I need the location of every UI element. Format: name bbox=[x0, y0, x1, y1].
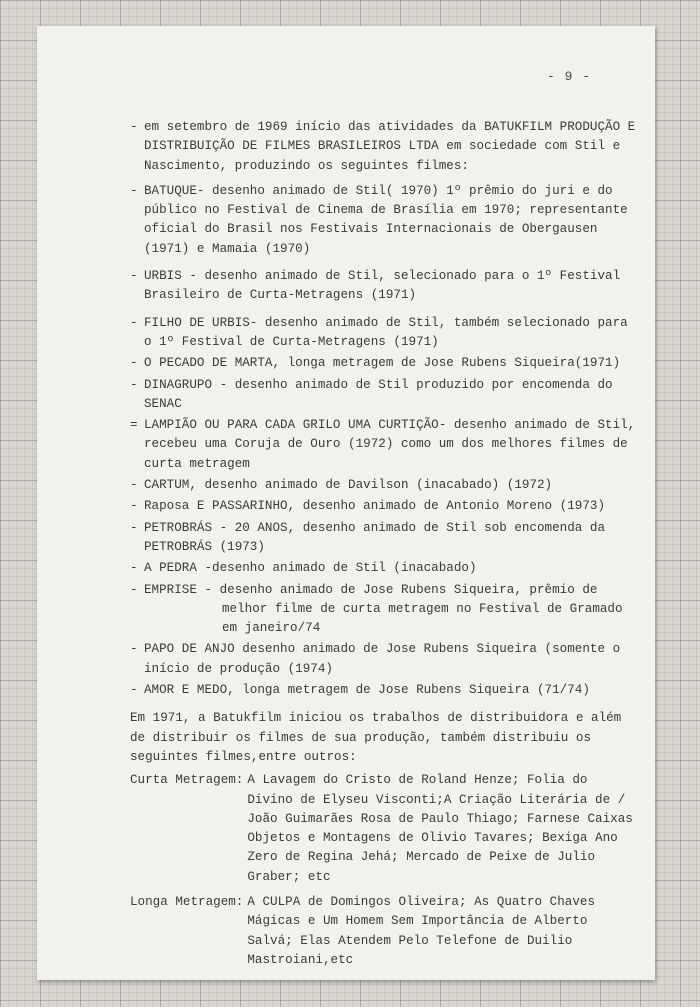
list-bullet: - bbox=[130, 683, 138, 698]
longa-metragem-list: A CULPA de Domingos Oliveira; As Quatro Chaves Mágicas e Um Homem Sem Importância de Alberto Salvá; Elas Atendem Pelo Telefone de Duilio Mastroiani,etc bbox=[247, 894, 596, 967]
list-bullet: - bbox=[130, 377, 138, 392]
list-item-text: FILHO DE URBIS- desenho animado de Stil, também selecionado para o 1º Festival de Curta-Metragens (1971) bbox=[144, 315, 628, 349]
list-bullet: = bbox=[130, 418, 138, 433]
document-body bbox=[130, 118, 640, 976]
list-item-text: O PECADO DE MARTA, longa metragem de Jose Rubens Siqueira(1971) bbox=[144, 356, 621, 371]
list-bullet: - bbox=[130, 183, 138, 198]
curta-metragem-list: A Lavagem do Cristo de Roland Henze; Folia do Divino de Elyseu Visconti;A Criação Literária de / João Guimarães Rosa de Paulo Thiago; Farnese Caixas Objetos e Montagens de Olivio Tavares; Bexiga Ano Zero de Regina Jehá; Mercado de Peixe de Julio Graber; etc bbox=[247, 773, 633, 884]
intro-item bbox=[130, 118, 640, 176]
list-item-text: PETROBRÁS - 20 ANOS, desenho animado de Stil sob encomenda da PETROBRÁS (1973) bbox=[144, 520, 606, 554]
curta-metragem-row bbox=[130, 771, 640, 887]
list-item-text: Raposa E PASSARINHO, desenho animado de Antonio Moreno (1973) bbox=[144, 499, 606, 514]
document-page bbox=[37, 26, 655, 980]
list-bullet: - bbox=[130, 561, 138, 576]
list-bullet: - bbox=[130, 499, 138, 514]
list-bullet: - bbox=[130, 356, 138, 371]
list-item-amor-e-medo bbox=[130, 681, 640, 700]
list-item-text: LAMPIÃO OU PARA CADA GRILO UMA CURTIÇÃO- desenho animado de Stil, recebeu uma Coruja de Ouro (1972) como um dos melhores filmes de curta metragem bbox=[144, 418, 636, 471]
list-bullet: - bbox=[130, 269, 138, 284]
list-item-text: BATUQUE- desenho animado de Stil( 1970) 1º prêmio do juri e do público no Festival de Cinema de Brasília em 1970; representante oficial do Brasil nos Festivais Internacionais de Obergausen (1971) e Mamaia (1970) bbox=[144, 183, 628, 256]
longa-metragem-label: Longa Metragem: bbox=[130, 894, 244, 909]
list-item-petrobras bbox=[130, 519, 640, 558]
list-item-text: A PEDRA -desenho animado de Stil (inacabado) bbox=[144, 561, 477, 576]
list-item-a-pedra bbox=[130, 559, 640, 578]
list-item-lampiao bbox=[130, 416, 640, 474]
list-item-text: URBIS - desenho animado de Stil, selecionado para o 1º Festival Brasileiro de Curta-Metragens (1971) bbox=[144, 269, 621, 303]
list-item-cartum bbox=[130, 476, 640, 495]
list-item-o-pecado-de-marta bbox=[130, 354, 640, 373]
list-bullet: - bbox=[130, 478, 138, 493]
curta-metragem-label: Curta Metragem: bbox=[130, 773, 244, 788]
page-number: - 9 - bbox=[546, 69, 591, 84]
list-bullet: - bbox=[130, 582, 138, 597]
list-item-papo-de-anjo bbox=[130, 640, 640, 679]
list-item-dinagrupo bbox=[130, 376, 640, 415]
list-bullet: - bbox=[130, 315, 138, 330]
list-item-text: AMOR E MEDO, longa metragem de Jose Rubens Siqueira (71/74) bbox=[144, 683, 590, 698]
list-item-filho-de-urbis bbox=[130, 314, 640, 353]
list-item-text: DINAGRUPO - desenho animado de Stil produzido por encomenda do SENAC bbox=[144, 377, 613, 411]
list-bullet: - bbox=[130, 642, 138, 657]
list-bullet: - bbox=[130, 120, 138, 134]
intro-text: em setembro de 1969 início das atividades da BATUKFILM PRODUÇÃO E DISTRIBUIÇÃO DE FILMES BRASILEIROS LTDA em sociedade com Stil e Nascimento, produzindo os seguintes filmes: bbox=[144, 120, 636, 173]
list-item-text: PAPO DE ANJO desenho animado de Jose Rubens Siqueira (somente o início de produção (1974) bbox=[144, 642, 621, 676]
distribution-paragraph: Em 1971, a Batukfilm iniciou os trabalhos de distribuidora e além de distribuir os filmes de sua produção, também distribuiu os seguintes filmes,entre outros: bbox=[130, 711, 622, 764]
longa-metragem-row bbox=[130, 893, 640, 970]
list-item-text: CARTUM, desenho animado de Davilson (inacabado) (1972) bbox=[144, 478, 553, 493]
list-bullet: - bbox=[130, 520, 138, 535]
list-item-emprise bbox=[130, 581, 640, 639]
list-item-urbis bbox=[130, 267, 640, 306]
list-item-batuque bbox=[130, 182, 640, 259]
list-item-raposa-e-passarinho bbox=[130, 497, 640, 516]
emprise-line-1: EMPRISE - desenho animado de Jose Rubens Siqueira, prêmio de bbox=[144, 582, 598, 597]
emprise-line-2: melhor filme de curta metragem no Festival de Gramado em janeiro/74 bbox=[222, 601, 623, 636]
